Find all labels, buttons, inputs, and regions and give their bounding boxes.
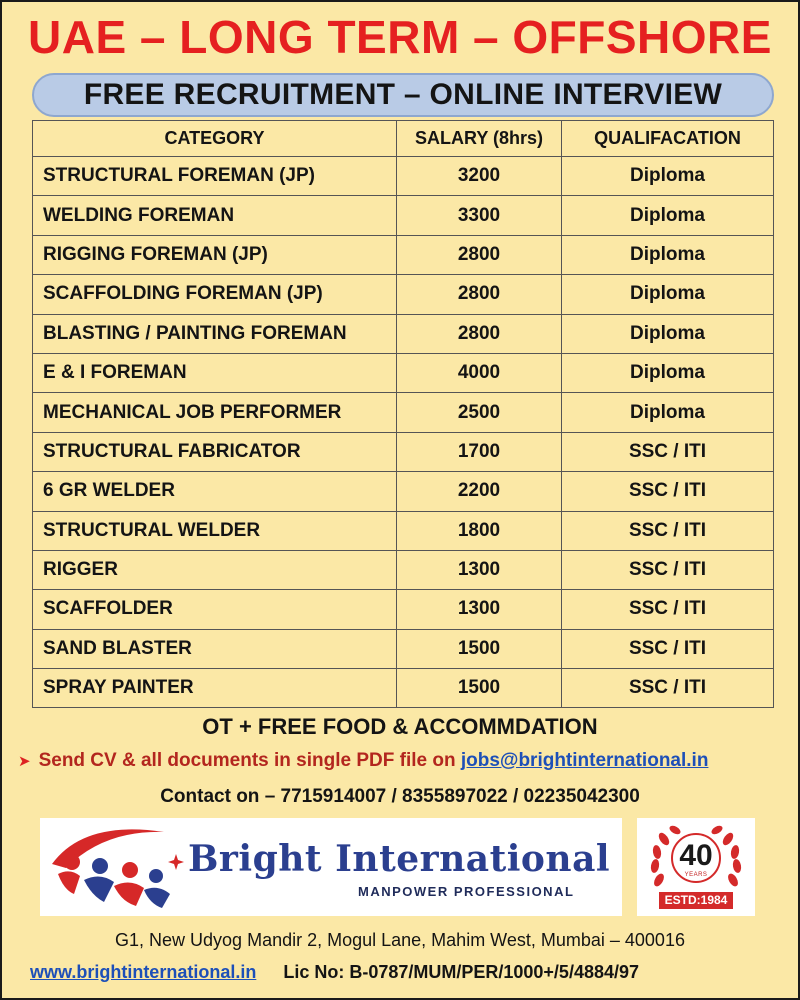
cell-qualification: Diploma	[562, 353, 774, 392]
cell-qualification: SSC / ITI	[562, 550, 774, 589]
page-title: UAE – LONG TERM – OFFSHORE	[28, 11, 772, 63]
company-address: G1, New Udyog Mandir 2, Mogul Lane, Mahim West, Mumbai – 400016	[115, 930, 685, 950]
cell-salary: 2800	[397, 235, 562, 274]
cell-category: RIGGING FOREMAN (JP)	[33, 235, 397, 274]
cell-category: MECHANICAL JOB PERFORMER	[33, 393, 397, 432]
badge-number: 40	[679, 839, 713, 872]
cell-salary: 1800	[397, 511, 562, 550]
badge-established: ESTD:1984	[659, 892, 733, 909]
company-logo	[40, 818, 622, 916]
table-row	[33, 275, 774, 314]
website-link[interactable]: www.brightinternational.in	[30, 962, 257, 982]
footer	[30, 962, 790, 983]
cell-salary: 4000	[397, 353, 562, 392]
company-name: Bright International	[188, 838, 611, 880]
table-row	[33, 669, 774, 708]
cell-salary: 3300	[397, 196, 562, 235]
table-row	[33, 590, 774, 629]
apply-email-link[interactable]: jobs@brightinternational.in	[460, 750, 709, 771]
anniversary-badge	[637, 818, 755, 916]
table-row	[33, 314, 774, 353]
cell-qualification: Diploma	[562, 196, 774, 235]
table-row	[33, 629, 774, 668]
company-tagline: MANPOWER PROFESSIONAL	[358, 884, 575, 899]
cell-qualification: Diploma	[562, 275, 774, 314]
cell-qualification: SSC / ITI	[562, 590, 774, 629]
cell-salary: 1500	[397, 669, 562, 708]
cell-category: SCAFFOLDER	[33, 590, 397, 629]
subtitle-banner: FREE RECRUITMENT – ONLINE INTERVIEW	[32, 73, 774, 117]
cell-qualification: SSC / ITI	[562, 669, 774, 708]
table-row	[33, 235, 774, 274]
benefits-line: OT + FREE FOOD & ACCOMMDATION	[202, 714, 598, 739]
cell-qualification: Diploma	[562, 235, 774, 274]
cell-category: STRUCTURAL FABRICATOR	[33, 432, 397, 471]
cell-salary: 3200	[397, 157, 562, 196]
badge-years-label: YEARS	[684, 872, 708, 878]
people-logo-icon	[44, 824, 184, 912]
cell-category: E & I FOREMAN	[33, 353, 397, 392]
cell-qualification: Diploma	[562, 314, 774, 353]
table-row	[33, 393, 774, 432]
table-row	[33, 432, 774, 471]
cell-qualification: SSC / ITI	[562, 511, 774, 550]
cell-qualification: Diploma	[562, 157, 774, 196]
cell-salary: 2800	[397, 314, 562, 353]
cell-salary: 1500	[397, 629, 562, 668]
table-row	[33, 196, 774, 235]
jobs-table-body	[33, 157, 774, 708]
table-row	[33, 550, 774, 589]
column-header-category: CATEGORY	[33, 121, 397, 157]
table-row	[33, 472, 774, 511]
cell-category: SAND BLASTER	[33, 629, 397, 668]
jobs-table	[32, 120, 774, 708]
table-row	[33, 353, 774, 392]
cell-qualification: SSC / ITI	[562, 432, 774, 471]
cell-category: STRUCTURAL WELDER	[33, 511, 397, 550]
column-header-qualification: QUALIFACATION	[562, 121, 774, 157]
cell-qualification: SSC / ITI	[562, 629, 774, 668]
contact-line: Contact on – 7715914007 / 8355897022 / 02235042300	[160, 786, 640, 807]
cell-salary: 1300	[397, 590, 562, 629]
arrow-bullet-icon: ➤	[18, 753, 31, 770]
cell-salary: 2800	[397, 275, 562, 314]
column-header-salary: SALARY (8hrs)	[397, 121, 562, 157]
license-number: Lic No: B-0787/MUM/PER/1000+/5/4884/97	[283, 962, 640, 982]
cell-salary: 2200	[397, 472, 562, 511]
cell-category: BLASTING / PAINTING FOREMAN	[33, 314, 397, 353]
cell-salary: 1700	[397, 432, 562, 471]
cell-category: STRUCTURAL FOREMAN (JP)	[33, 157, 397, 196]
cell-category: RIGGER	[33, 550, 397, 589]
cell-salary: 1300	[397, 550, 562, 589]
apply-line	[18, 750, 798, 772]
cell-category: WELDING FOREMAN	[33, 196, 397, 235]
table-header-row	[33, 121, 774, 157]
cell-qualification: Diploma	[562, 393, 774, 432]
cell-category: 6 GR WELDER	[33, 472, 397, 511]
apply-text: Send CV & all documents in single PDF file on	[38, 750, 456, 771]
cell-salary: 2500	[397, 393, 562, 432]
table-row	[33, 157, 774, 196]
cell-qualification: SSC / ITI	[562, 472, 774, 511]
table-row	[33, 511, 774, 550]
cell-category: SPRAY PAINTER	[33, 669, 397, 708]
cell-category: SCAFFOLDING FOREMAN (JP)	[33, 275, 397, 314]
